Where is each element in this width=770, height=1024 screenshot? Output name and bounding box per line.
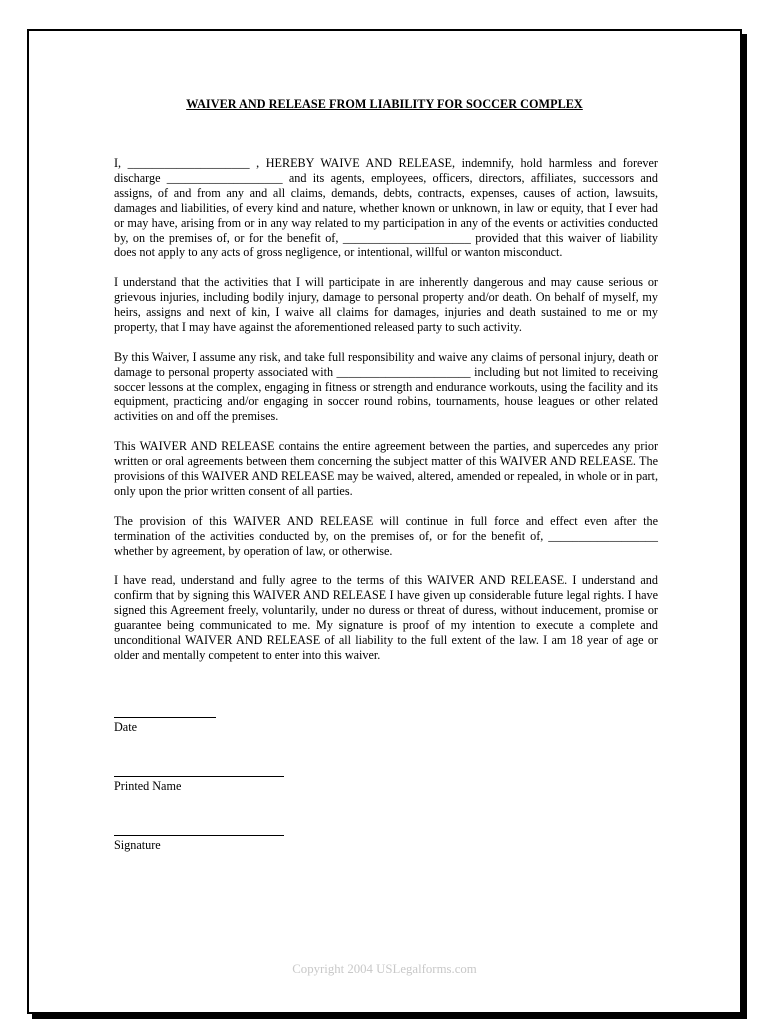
date-line[interactable] bbox=[114, 717, 216, 718]
paragraph-acknowledgement: I have read, understand and fully agree to the terms of this WAIVER AND RELEASE. I understand and confirm that by signing this WAIVER AND RELEASE I have given up considerable future legal rights. I have signed this Agreement freely, voluntarily, under no duress or threat of duress, without inducement, promise or guarantee being communicated to me. My signature is proof of my intention to execute a complete and unconditional WAIVER AND RELEASE of all liability to the full extent of the law. I am 18 year of age or older and mentally competent to enter into this waiver. bbox=[114, 573, 658, 662]
printed-name-line[interactable] bbox=[114, 776, 284, 777]
paragraph-survival: The provision of this WAIVER AND RELEASE will continue in full force and effect even after the termination of the activities conducted by, on the premises of, or for the benefit of, __________________ whether by agreement, by operation of law, or otherwise. bbox=[114, 513, 658, 558]
paragraph-entire-agreement: This WAIVER AND RELEASE contains the entire agreement between the parties, and supercedes any prior written or oral agreements between them concerning the subject matter of this WAIVER AND RELEASE. The provisions of this WAIVER AND RELEASE may be waived, altered, amended or repealed, in whole or in part, only upon the prior written consent of all parties. bbox=[114, 439, 658, 498]
paragraph-release: I, ____________________ , HEREBY WAIVE AND RELEASE, indemnify, hold harmless and forever discharge ___________________ and its agents, employees, officers, directors, affiliates, successors and assigns, of and from any and all claims, demands, debts, contracts, expenses, causes of action, lawsuits, damages and liabilities, of every kind and nature, whether known or unknown, in law or equity, that I ever had or may have, arising from or in any way related to my participation in any of the events or activities conducted by, on the premises of, or for the benefit of, _____________________ provided that this waiver of liability does not apply to any acts of gross negligence, or intentional, willful or wanton misconduct. bbox=[114, 156, 658, 260]
printed-name-field[interactable] bbox=[114, 776, 284, 794]
document-body bbox=[114, 156, 658, 678]
document-title: WAIVER AND RELEASE FROM LIABILITY FOR SOCCER COMPLEX bbox=[186, 97, 583, 111]
date-label: Date bbox=[114, 720, 138, 734]
signature-label: Signature bbox=[114, 838, 161, 852]
printed-name-label: Printed Name bbox=[114, 779, 182, 793]
document-page bbox=[27, 29, 742, 1014]
signature-line[interactable] bbox=[114, 835, 284, 836]
date-field[interactable] bbox=[114, 717, 216, 735]
copyright-footer: Copyright 2004 USLegalforms.com bbox=[292, 962, 477, 976]
paragraph-assumption-of-risk: By this Waiver, I assume any risk, and take full responsibility and waive any claims of personal injury, death or damage to personal property associated with ______________________ including but not limited to receiving soccer lessons at the complex, engaging in fitness or strength and endurance workouts, using the facility and its equipment, practicing and/or engaging in soccer round robins, tournaments, house leagues or other related activities on and off the premises. bbox=[114, 349, 658, 424]
paragraph-risks: I understand that the activities that I will participate in are inherently dangerous and may cause serious or grievous injuries, including bodily injury, damage to personal property and/or death. On behalf of myself, my heirs, assigns and next of kin, I waive all claims for damages, injuries and death sustained to me or my property, that I may have against the aforementioned released party to such activity. bbox=[114, 275, 658, 334]
signature-field[interactable] bbox=[114, 835, 284, 853]
